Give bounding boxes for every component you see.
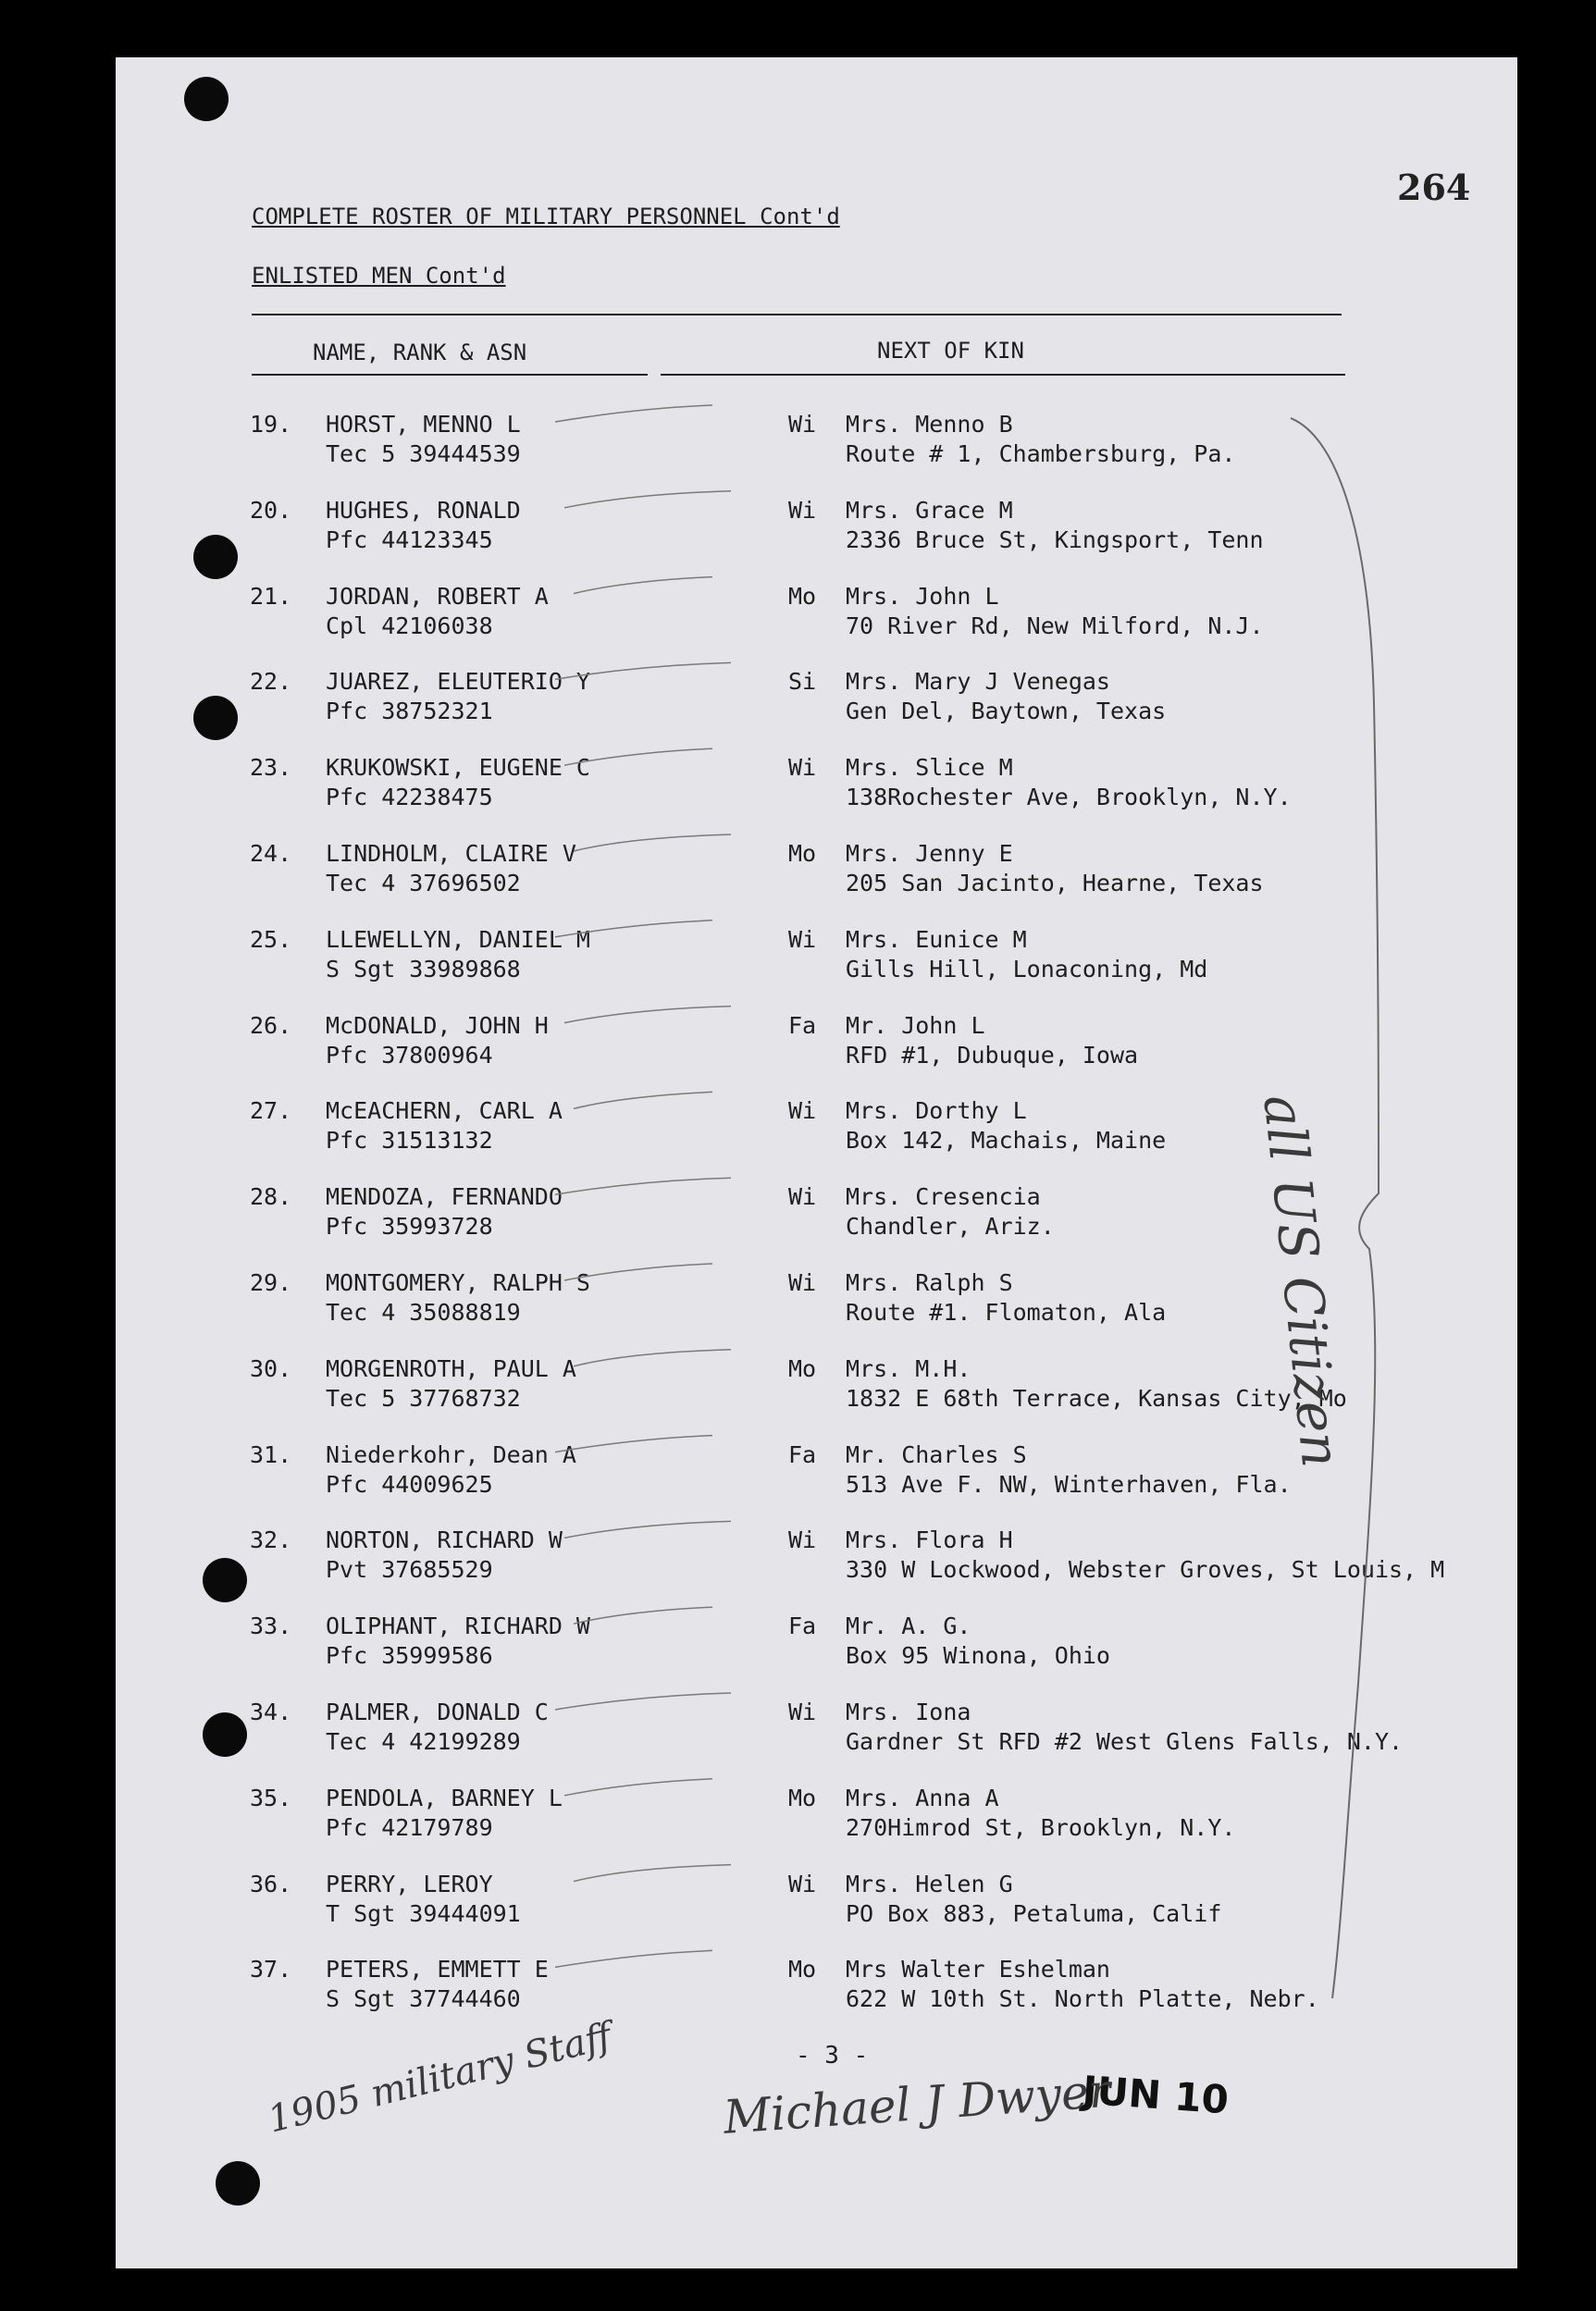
pencil-check-mark (555, 1950, 712, 1967)
entry-number: 31. (250, 1440, 292, 1468)
entry-address: Gen Del, Baytown, Texas (846, 698, 1167, 725)
entry-relationship: Fa (788, 1440, 817, 1468)
column-header-name: NAME, RANK & ASN (313, 340, 527, 365)
entry-rank-asn: S Sgt 33989868 (326, 955, 521, 982)
pencil-check-mark (564, 1264, 712, 1280)
entry-number: 25. (250, 925, 292, 953)
entry-rank-asn: Pfc 38752321 (326, 698, 493, 725)
entry-address: 2336 Bruce St, Kingsport, Tenn (846, 525, 1264, 553)
date-stamp: JUN 10 (1081, 2067, 1231, 2123)
entry-relationship: Wi (788, 1699, 817, 1725)
entry-number: 29. (250, 1269, 292, 1296)
entry-rank-asn: Tec 5 39444539 (326, 440, 521, 467)
pencil-check-mark (574, 834, 731, 851)
entry-relationship: Wi (788, 1870, 817, 1897)
pencil-check-mark (555, 921, 712, 937)
entry-name: PETERS, EMMETT E (326, 1956, 549, 1984)
pencil-check-mark (555, 1693, 731, 1710)
entry-number: 34. (250, 1699, 292, 1725)
entry-address: 270Himrod St, Brooklyn, N.Y. (846, 1813, 1236, 1841)
entry-address: Route #1. Flomaton, Ala (846, 1299, 1167, 1326)
entry-address: 622 W 10th St. North Platte, Nebr. (846, 1985, 1319, 2013)
pencil-check-mark (564, 1779, 712, 1796)
entry-address: 205 San Jacinto, Hearne, Texas (846, 870, 1264, 896)
entry-relationship: Wi (788, 925, 817, 953)
entry-rank-asn: Pfc 42238475 (326, 784, 493, 811)
entry-number: 20. (250, 496, 292, 524)
entry-number: 23. (250, 754, 292, 782)
entry-relationship: Mo (788, 1956, 817, 1984)
footer-page-number: - 3 - (796, 2042, 869, 2070)
entry-relationship: Fa (788, 1011, 817, 1039)
entry-address: Chandler, Ariz. (846, 1213, 1055, 1241)
entry-rank-asn: Pfc 35999586 (326, 1642, 493, 1670)
entry-number: 24. (250, 840, 292, 867)
entry-address: Route # 1, Chambersburg, Pa. (846, 440, 1236, 467)
entry-number: 37. (250, 1956, 292, 1984)
entry-address: Gills Hill, Lonaconing, Md (846, 955, 1208, 982)
entry-rank-asn: Pfc 37800964 (326, 1041, 493, 1069)
bottom-left-note: 1905 military Staff (264, 2014, 616, 2142)
entry-next-of-kin: Mr. A. G. (846, 1613, 971, 1640)
entry-address: 513 Ave F. NW, Winterhaven, Fla. (846, 1470, 1292, 1498)
entry-number: 26. (250, 1011, 292, 1039)
entry-number: 21. (250, 582, 292, 610)
pencil-check-mark (564, 1007, 731, 1023)
entry-address: Box 142, Machais, Maine (846, 1127, 1167, 1155)
entry-next-of-kin: Mrs. Dorthy L (846, 1097, 1027, 1125)
entry-address: PO Box 883, Petaluma, Calif (846, 1899, 1222, 1927)
entry-next-of-kin: Mrs. Slice M (846, 754, 1013, 782)
entry-address: Gardner St RFD #2 West Glens Falls, N.Y. (846, 1728, 1404, 1755)
pencil-check-mark (555, 405, 712, 422)
entry-address: 330 W Lockwood, Webster Groves, St Louis, M (846, 1556, 1445, 1584)
entry-number: 32. (250, 1526, 292, 1554)
pencil-check-mark (555, 1436, 712, 1452)
entry-name: MORGENROTH, PAUL A (326, 1354, 576, 1382)
entry-address: RFD #1, Dubuque, Iowa (846, 1041, 1139, 1069)
entry-rank-asn: Tec 4 37696502 (326, 870, 521, 896)
entry-next-of-kin: Mrs. Anna A (846, 1784, 999, 1811)
entry-next-of-kin: Mrs. Grace M (846, 496, 1013, 524)
entry-rank-asn: S Sgt 37744460 (326, 1985, 521, 2013)
section-subtitle: ENLISTED MEN Cont'd (252, 263, 506, 289)
entry-name: OLIPHANT, RICHARD W (326, 1613, 590, 1640)
entry-name: NORTON, RICHARD W (326, 1526, 563, 1554)
entry-relationship: Mo (788, 1354, 817, 1382)
entry-next-of-kin: Mrs. Cresencia (846, 1183, 1041, 1211)
entry-name: MONTGOMERY, RALPH S (326, 1269, 590, 1296)
entry-next-of-kin: Mrs. Helen G (846, 1870, 1013, 1897)
entry-next-of-kin: Mrs. Mary J Venegas (846, 668, 1110, 696)
entry-name: JORDAN, ROBERT A (326, 582, 549, 610)
entry-name: McEACHERN, CARL A (326, 1097, 563, 1125)
pencil-check-mark (564, 748, 712, 765)
entry-rank-asn: Pvt 37685529 (326, 1556, 493, 1584)
entry-rank-asn: Cpl 42106038 (326, 612, 493, 639)
entry-number: 36. (250, 1870, 292, 1897)
entry-rank-asn: Tec 4 42199289 (326, 1728, 521, 1755)
entry-number: 33. (250, 1613, 292, 1640)
entry-rank-asn: Pfc 44009625 (326, 1470, 493, 1498)
entry-rank-asn: Tec 5 37768732 (326, 1384, 521, 1412)
entry-number: 30. (250, 1354, 292, 1382)
document-title: COMPLETE ROSTER OF MILITARY PERSONNEL Cont'd (252, 204, 840, 229)
entry-relationship: Wi (788, 1269, 817, 1296)
pencil-check-mark (574, 1092, 712, 1108)
signature: Michael J Dwyer (722, 2063, 1113, 2144)
entry-relationship: Wi (788, 1097, 817, 1125)
pencil-check-mark (555, 662, 731, 679)
entry-address: 70 River Rd, New Milford, N.J. (846, 612, 1264, 639)
entry-name: PENDOLA, BARNEY L (326, 1784, 563, 1811)
entry-relationship: Wi (788, 411, 817, 438)
entry-next-of-kin: Mrs. Eunice M (846, 925, 1027, 953)
entry-next-of-kin: Mr. Charles S (846, 1440, 1027, 1468)
entry-relationship: Mo (788, 840, 817, 867)
entry-relationship: Mo (788, 1784, 817, 1811)
column-header-kin: NEXT OF KIN (877, 338, 1024, 364)
entry-name: MENDOZA, FERNANDO (326, 1183, 563, 1211)
entry-relationship: Wi (788, 754, 817, 782)
entry-next-of-kin: Mrs. Jenny E (846, 840, 1013, 867)
entry-number: 35. (250, 1784, 292, 1811)
entry-relationship: Fa (788, 1613, 817, 1640)
entry-name: LINDHOLM, CLAIRE V (326, 840, 576, 867)
entry-next-of-kin: Mrs. Flora H (846, 1526, 1013, 1554)
entry-next-of-kin: Mrs. John L (846, 582, 999, 610)
entry-next-of-kin: Mrs Walter Eshelman (846, 1956, 1110, 1984)
entry-name: Niederkohr, Dean A (326, 1440, 576, 1468)
pencil-check-mark (555, 1178, 731, 1194)
entry-number: 22. (250, 668, 292, 696)
entry-address: 1832 E 68th Terrace, Kansas City, Mo (846, 1384, 1347, 1412)
entry-rank-asn: Pfc 31513132 (326, 1127, 493, 1155)
entry-rank-asn: Pfc 42179789 (326, 1813, 493, 1841)
entry-rank-asn: T Sgt 39444091 (326, 1899, 521, 1927)
entry-name: LLEWELLYN, DANIEL M (326, 925, 590, 953)
pencil-check-mark (574, 1865, 731, 1882)
entry-next-of-kin: Mr. John L (846, 1011, 985, 1039)
entry-next-of-kin: Mrs. Iona (846, 1699, 971, 1725)
entry-name: HUGHES, RONALD (326, 496, 521, 524)
entry-name: McDONALD, JOHN H (326, 1011, 549, 1039)
page-number: 264 (1397, 167, 1471, 208)
entry-next-of-kin: Mrs. Menno B (846, 411, 1013, 438)
pencil-check-mark (574, 577, 712, 594)
pencil-check-mark (564, 491, 731, 508)
pencil-check-mark (564, 1521, 731, 1538)
entry-next-of-kin: Mrs. Ralph S (846, 1269, 1013, 1296)
entry-relationship: Wi (788, 496, 817, 524)
entry-name: PALMER, DONALD C (326, 1699, 549, 1725)
entry-address: 138Rochester Ave, Brooklyn, N.Y. (846, 784, 1292, 811)
entry-address: Box 95 Winona, Ohio (846, 1642, 1110, 1670)
entry-relationship: Si (788, 668, 817, 696)
entry-name: HORST, MENNO L (326, 411, 521, 438)
entry-name: PERRY, LEROY (326, 1870, 493, 1897)
pencil-check-mark (574, 1350, 731, 1366)
entry-number: 19. (250, 411, 292, 438)
margin-note: all US Citizen (1251, 1092, 1354, 1471)
entry-rank-asn: Tec 4 35088819 (326, 1299, 521, 1326)
pencil-check-mark (574, 1607, 712, 1624)
entry-rank-asn: Pfc 35993728 (326, 1213, 493, 1241)
entry-rank-asn: Pfc 44123345 (326, 525, 493, 553)
entry-name: JUAREZ, ELEUTERIO Y (326, 668, 590, 696)
entry-relationship: Wi (788, 1183, 817, 1211)
entry-next-of-kin: Mrs. M.H. (846, 1354, 971, 1382)
entry-name: KRUKOWSKI, EUGENE C (326, 754, 590, 782)
entry-number: 28. (250, 1183, 292, 1211)
entry-number: 27. (250, 1097, 292, 1125)
entry-relationship: Mo (788, 582, 817, 610)
entry-relationship: Wi (788, 1526, 817, 1554)
